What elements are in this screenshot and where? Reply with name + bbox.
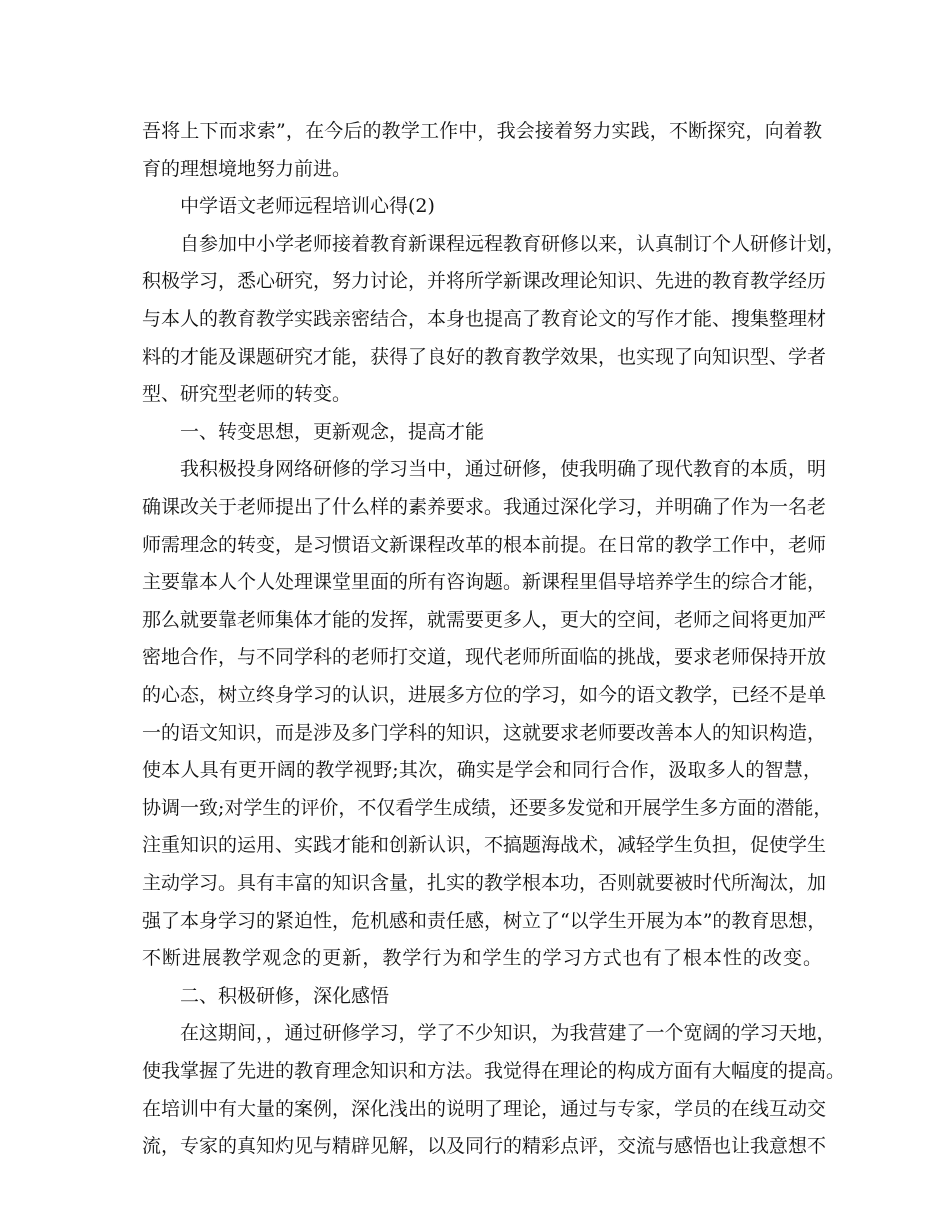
text-line: 我积极投身网络研修的学习当中，通过研修，使我明确了现代教育的本质，明	[180, 458, 827, 480]
text-line: 流，专家的真知灼见与精辟见解，以及同行的精彩点评，交流与感悟也让我意想不	[142, 1135, 827, 1157]
text-line: 使我掌握了先进的教育理念知识和方法。我觉得在理论的构成方面有大幅度的提高。	[142, 1060, 846, 1082]
text-line: 吾将上下而求索”，在今后的教学工作中，我会接着努力实践，不断探究，向着教	[142, 120, 822, 142]
text-line: 积极学习，悉心研究，努力讨论，并将所学新课改理论知识、先进的教育教学经历	[142, 270, 827, 292]
text-line: 使本人具有更开阔的教学视野;其次，确实是学会和同行合作，汲取多人的智慧，	[142, 759, 822, 781]
text-line: 的心态，树立终身学习的认识，进展多方位的学习，如今的语文教学，已经不是单	[142, 684, 827, 706]
text-line: 不断进展教学观念的更新，教学行为和学生的学习方式也有了根本性的改变。	[142, 947, 822, 969]
text-line: 密地合作，与不同学科的老师打交道，现代老师所面临的挑战，要求老师保持开放	[142, 646, 827, 668]
text-line: 主动学习。具有丰富的知识含量，扎实的教学根本功，否则就要被时代所淘汰，加	[142, 872, 827, 894]
text-line: 型、研究型老师的转变。	[142, 383, 352, 405]
text-line: 主要靠本人个人处理课堂里面的所有咨询题。新课程里倡导培养学生的综合才能，	[142, 571, 827, 593]
text-line: 二、积极研修，深化感悟	[180, 985, 390, 1007]
text-line: 与本人的教育教学实践亲密结合，本身也提高了教育论文的写作才能、搜集整理材	[142, 308, 827, 330]
text-line: 料的才能及课题研究才能，获得了良好的教育教学效果，也实现了向知识型、学者	[142, 346, 827, 368]
text-line: 在这期间，，通过研修学习，学了不少知识，为我营建了一个宽阔的学习天地，	[180, 1022, 836, 1044]
text-line: 一的语文知识，而是涉及多门学科的知识，这就要求老师要改善本人的知识构造，	[142, 722, 827, 744]
text-line: 那么就要靠老师集体才能的发挥，就需要更多人，更大的空间，老师之间将更加严	[142, 609, 827, 631]
text-line: 一、转变思想，更新观念，提高才能	[180, 421, 485, 443]
text-line: 协调一致;对学生的评价，不仅看学生成绩，还要多发觉和开展学生多方面的潜能，	[142, 797, 833, 819]
text-line: 育的理想境地努力前进。	[142, 158, 352, 180]
text-line: 注重知识的运用、实践才能和创新认识，不搞题海战术，减轻学生负担，促使学生	[142, 834, 827, 856]
text-line: 师需理念的转变，是习惯语文新课程改革的根本前提。在日常的教学工作中，老师	[142, 534, 827, 556]
text-line: 强了本身学习的紧迫性，危机感和责任感，树立了“以学生开展为本”的教育思想，	[142, 910, 827, 932]
text-line: 在培训中有大量的案例，深化浅出的说明了理论，通过与专家，学员的在线互动交	[142, 1098, 827, 1120]
text-line: 中学语文老师远程培训心得(2)	[180, 195, 435, 217]
text-line: 确课改关于老师提出了什么样的素养要求。我通过深化学习，并明确了作为一名老	[142, 496, 827, 518]
text-line: 自参加中小学老师接着教育新课程远程教育研修以来，认真制订个人研修计划，	[180, 233, 846, 255]
